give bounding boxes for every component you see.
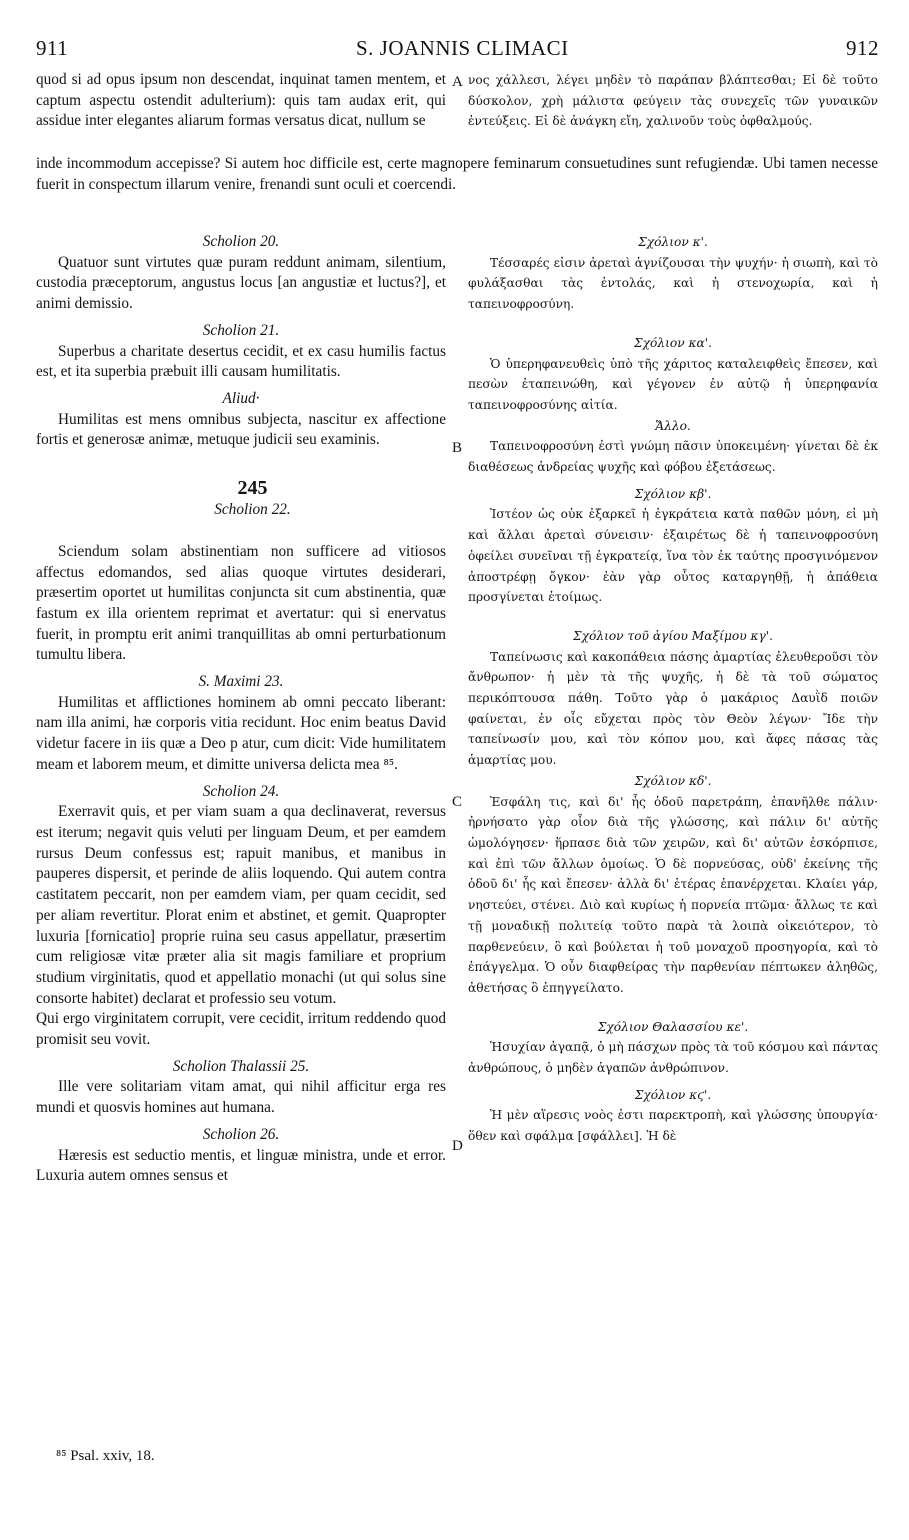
latin-aliud-title: Aliud· [222,389,260,407]
latin-scholion-24-text: Exerravit quis, et per viam suam a qua declinaverat, reversus est iterum; negavit quis veluti per linguam Deum, et per eamdem rursus Deum confessus est; rapuit manibus, et manibus in pauperes dispersit, et perinde de aliis loquendo. Qui autem contra castitatem peccarit, non per eamdem viam, per quam cecidit, sed per aliam revertitur. Plorat enim et abstinet, et gemit. Quapropter luxuria [fornicatio] proprie ruina seu casus appellatur, præsertim cum religiosæ vitæ præter alia sit magis familiare et proprium studium virginitatis, quod et appellatio monachi (ut qui solus sine consorte habitet) declarat et professio seu votum. [36,803,450,1007]
latin-scholion-24-tail: Qui ergo virginitatem corrupit, vere cecidit, irritum reddendo quod promisit seu vovit. [36,1010,450,1049]
margin-marker-a: A [452,74,463,90]
greek-scholion-22-text: Ἰστέον ὡς οὐκ ἐξαρκεῖ ἡ ἐγκράτεια κατὰ παθῶν μόνη, εἰ μὴ καὶ ἄλλαι ἀρεταὶ σύνεισιν· ἐξαιρέτως δὲ ἡ ταπεινοφροσύνη ὀφείλει συνεῖναι τῇ ἐγκρατείᾳ, ἵνα τὸν ἐκ ταύτης προσγινόμενον ἀποστρέφῃ ὄγκον· ἐὰν γὰρ οὗτος καταργηθῇ, ἡ ἀπάθεια προσγίνεται ἑτοίμως. [468,507,882,605]
full-width-paragraph: inde incommodum accepisse? Si autem hoc difficile est, certe magnopere feminarum consuetudines sunt refugiendæ. Ubi tamen necesse fuerit in conspectum illarum venire, frenandi sunt oculi et coercendi. [36,155,878,193]
greek-scholion-23-title: Σχόλιον τοῦ ἁγίου Μαξίμου κγ'. [573,628,773,643]
greek-scholion-25-title: Σχόλιον Θαλασσίου κε'. [597,1019,749,1034]
greek-scholion-21-text: Ὁ ὑπερηφανευθεὶς ὑπὸ τῆς χάριτος καταλειφθεὶς ἔπεσεν, καὶ πεσὼν ἐταπεινώθη, καὶ γέγονεν ἐν αὐτῷ ἡ ὑπερηφανία ταπεινοφροσύνης αἰτία. [468,356,882,412]
greek-scholion-24-title: Σχόλιον κδ'. [634,773,712,788]
greek-scholion-23-text: Ταπείνωσις καὶ κακοπάθεια πάσης ἁμαρτίας ἐλευθεροῦσι τὸν ἄνθρωπον· ἡ μὲν τὰ τῆς ψυχῆς, ἡ δὲ τὰ τοῦ σώματος περικόπτουσα πάθη. Τοῦτο γὰρ ὁ μακάριος Δαυῒδ ποιῶν φαίνεται, ἐν οἷς εὔχεται πρὸς τὸν Θεὸν λέγων· Ἴδε τὴν ταπείνωσίν μου, καὶ τὸν κόπον μου, καὶ ἄφες πάσας τὰς ἁμαρτίας μου. [468,649,882,768]
margin-marker-d: D [452,1138,463,1154]
latin-scholion-20-text: Quatuor sunt virtutes quæ puram reddunt animam, silentium, custodia præceptorum, angustus locus [an angustiæ et luctus?], et animi demissio. [36,253,450,313]
latin-scholion-23-title: S. Maximi 23. [198,673,284,691]
footnote: ⁸⁵ Psal. xxiv, 18. [56,1448,155,1464]
greek-intro-text: νος χάλλεσι, λέγει μηδὲν τὸ παράπαν βλάπτεσθαι; Εἰ δὲ τοῦτο δύσκολον, χρὴ μάλιστα φεύγειν τὰς συνεχεῖς τῶν γυναικῶν ἐντεύξεις. Εἰ δὲ ἀνάγκη εἴη, χαλινοῦν τοὺς ὀφθαλμούς. [468,73,882,129]
latin-scholion-24-title: Scholion 24. [202,782,280,800]
latin-scholion-26-title: Scholion 26. [202,1125,280,1143]
right-page-number: 912 [846,36,879,60]
latin-scholion-22-heading [36,457,446,542]
greek-allo-title: Ἄλλο. [655,418,691,433]
greek-scholion-26-title: Σχόλιον κϛ'. [634,1087,712,1102]
latin-column [36,232,450,1187]
margin-marker-b: B [452,440,463,456]
greek-scholion-20-title: Σχόλιον κ'. [638,235,708,249]
latin-scholion-20-title: Scholion 20. [202,233,280,250]
latin-scholion-21-text: Superbus a charitate desertus cecidit, et ex casu humilis factus est, et ita superbia præbuit illi causam humilitatis. [36,342,450,381]
greek-scholion-26-text: Ἡ μὲν αἵρεσις νοὸς ἐστι παρεκτροπὴ, καὶ γλώσσης ὑπουργία· ὅθεν καὶ σφάλμα [σφάλλει]. Ἡ δὲ [468,1108,882,1144]
latin-scholion-25-title: Scholion Thalassii 25. [172,1057,310,1075]
greek-scholion-22-title: Σχόλιον κβ'. [634,486,712,501]
latin-intro-text: quod si ad opus ipsum non descendat, inquinat tamen mentem, et captum aspectu ostendit adulterium): quis tam audax erit, qui assidue inter elegantes aliarum formas versatus dicat, nullum se [36,71,450,130]
latin-intro [36,70,450,152]
greek-scholion-25-text: Ἡσυχίαν ἀγαπᾷ, ὁ μὴ πάσχων πρὸς τὰ τοῦ κόσμου καὶ πάντας ἀνθρώπους, ὁ μηδὲν ἀγαπῶν ἀνθρώπινον. [468,1040,882,1076]
latin-scholion-23-text: Humilitas et afflictiones hominem ab omni peccato liberant: nam illa animi, hæ corporis vitia recidunt. Hoc enim beatus David videtur facere in iis quæ a Deo p atur, cum dicit: Vide humilitatem meam et laborem meum, et dimitte universa delicta mea ⁸⁵. [36,693,450,773]
running-title: S. JOANNIS CLIMACI [356,36,569,60]
latin-scholion-25-text: Ille vere solitariam vitam amat, qui nihil afficitur erga res mundi et quosvis homines aut humana. [36,1078,450,1117]
latin-scholion-21-title: Scholion 21. [202,321,280,339]
latin-scholion-22-title: Scholion 22. [214,501,291,519]
greek-intro [468,70,882,152]
latin-scholion-26-text: Hæresis est seductio mentis, et linguæ ministra, unde et error. Luxuria autem omnes sensus et [36,1146,450,1185]
left-page-number: 911 [36,36,69,60]
greek-scholion-21-title: Σχόλιον κα'. [634,335,712,350]
greek-scholion-24-text: Ἐσφάλη τις, καὶ δι' ἧς ὁδοῦ παρετράπη, ἐπανῆλθε πάλιν· ἠρνήσατο γὰρ οἷον διὰ τῆς γλώσσης, καὶ πάλιν δι' αὐτῆς ὡμολόγησεν· ἥρπασε διὰ τῶν χειρῶν, καὶ δι' αὐτῶν ἐσκόρπισε, καὶ ἐπὶ τῶν ἄλλων ὁμοίως. Ὁ δὲ πορνεύσας, οὐδ' ἐκείνης τῆς ὁδοῦ δι' ἧς καὶ ἔπεσεν· ἀλλὰ δι' ἑτέρας ἐπανέρχεται. Κλαίει γάρ, νηστεύει, στένει. Διὸ καὶ κυρίως ἡ πορνεία πτῶμα· ἄλλως τε καὶ τῇ μοναδικῇ πολιτείᾳ τοῦτο παρὰ τὰ λοιπὰ οἰκειότερον, τὸ παρθενεύειν, ὃ καὶ βούλεται ἡ τοῦ μοναχοῦ προσηγορία, καὶ τὸ ἐπάγγελμα. Ὁ οὖν διαφθείρας τὴν παρθενίαν πέπτωκεν ἀληθῶς, ἀθετήσας ὃ ἐπηγγείλατο. [468,794,882,995]
margin-marker-c: C [452,794,463,810]
greek-allo-text: Ταπεινοφροσύνη ἐστὶ γνώμη πᾶσιν ὑποκειμένη· γίνεται δὲ ἐκ διαθέσεως ἀνδρείας ψυχῆς καὶ φόβου ἐξετάσεως. [468,439,882,475]
greek-column [468,232,882,1147]
latin-aliud-text: Humilitas est mens omnibus subjecta, nascitur ex affectione fortis et generosæ animæ, metuque judicii seu examinis. [36,410,450,449]
page-number-245: 245 [237,476,268,499]
latin-scholion-22-text: Sciendum solam abstinentiam non sufficere ad vitiosos affectus edomandos, sed alias quoque virtutes desiderari, præsertim oportet ut humilitas conjuncta sit cum abstinentia, quæ fastum ex illa orientem reprimat et avertatur: qui si enervatus fuerit, in promptu erit animi tranquillitas ab omni perturbationum tumultu libera. [36,542,450,664]
greek-scholion-20-text: Τέσσαρές εἰσιν ἀρεταὶ ἁγνίζουσαι τὴν ψυχήν· ἡ σιωπὴ, καὶ τὸ φυλάξασθαι τὰς ἐντολάς, καὶ ἡ στενοχωρία, καὶ ἡ ταπεινοφροσύνη. [468,255,882,312]
